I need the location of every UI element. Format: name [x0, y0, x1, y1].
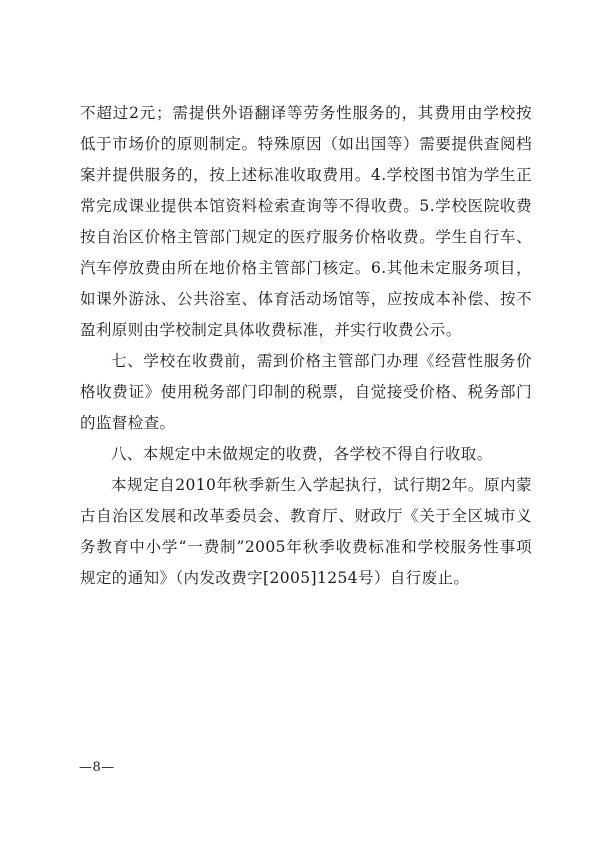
document-body: [80, 98, 532, 594]
page-number: —8—: [79, 760, 115, 775]
paragraph-fee-rules: 不超过2元；需提供外语翻译等劳务性服务的，其费用由学校按低于市场价的原则制定。特殊原因（如出国等）需要提供查阅档案并提供服务的，按上述标准收取费用。4.学校图书馆为学生正常完成课业提供本馆资料检索查询等不得收费。5.学校医院收费按自治区价格主管部门规定的医疗服务价格收费。学生自行车、汽车停放费由所在地价格主管部门核定。6.其他未定服务项目，如课外游泳、公共浴室、体育活动场馆等，应按成本补偿、按不盈利原则由学校制定具体收费标准，并实行收费公示。: [80, 104, 532, 339]
paragraph-article-seven: 七、学校在收费前，需到价格主管部门办理《经营性服务价格收费证》使用税务部门印制的税票，自觉接受价格、税务部门的监督检查。: [80, 352, 532, 432]
paragraph-effective-date: 本规定自2010年秋季新生入学起执行，试行期2年。原内蒙古自治区发展和改革委员会、教育厅、财政厅《关于全区城市义务教育中小学“一费制”2005年秋季收费标准和学校服务性事项规定的通知》（内发改费字[2005]1254号）自行废止。: [80, 476, 532, 587]
paragraph-article-eight: 八、本规定中未做规定的收费，各学校不得自行收取。: [111, 445, 493, 463]
